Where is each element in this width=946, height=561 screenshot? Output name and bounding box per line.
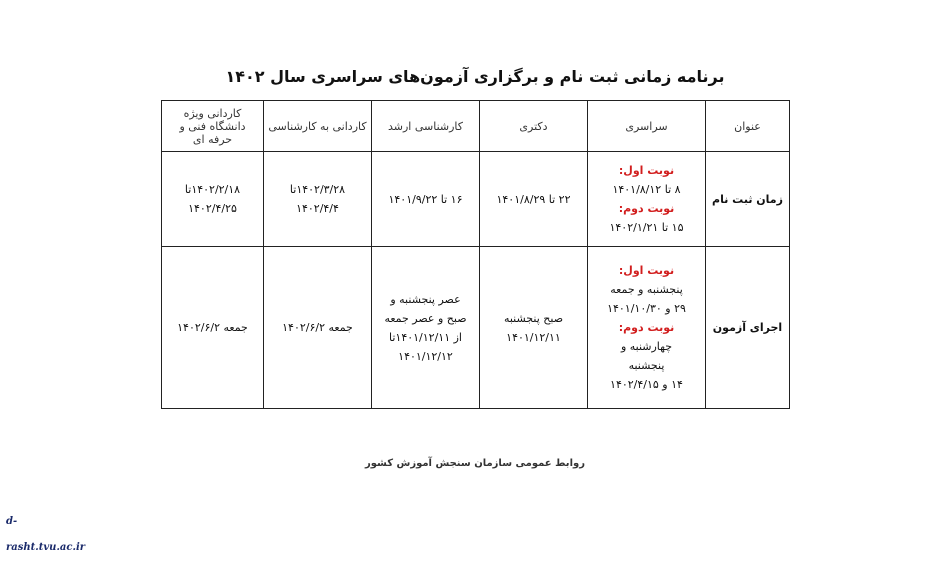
turn1-value: ۲۹ و ۱۴۰۱/۱۰/۳۰	[607, 302, 686, 315]
turn1-label: نوبت اول:	[618, 164, 675, 177]
cell-exam-associate-technical: جمعه ۱۴۰۲/۶/۲	[162, 247, 264, 409]
footer-credit: روابط عمومی سازمان سنجش آموزش کشور	[365, 458, 585, 469]
cell-exam-doctorate	[480, 247, 588, 409]
date-line: ۱۴۰۱/۱۲/۱۲	[398, 349, 453, 363]
cell-registration-doctorate: ۲۲ تا ۱۴۰۱/۸/۲۹	[480, 152, 588, 247]
header-sarasari: سراسری	[588, 101, 706, 152]
turn2-label: نوبت دوم:	[618, 321, 675, 334]
date-line: ۱۴۰۲/۴/۴	[296, 202, 339, 215]
date-line: ۱۴۰۲/۳/۲۸تا	[289, 183, 346, 196]
turn1-label: نوبت اول:	[618, 264, 675, 277]
cell-registration-masters: ۱۶ تا ۱۴۰۱/۹/۲۲	[372, 152, 480, 247]
turn2-value: پنجشنبه	[628, 359, 665, 372]
header-title: عنوان	[706, 101, 790, 152]
site-watermark: d-rasht.tvu.ac.ir	[0, 509, 102, 535]
date-line: از ۱۴۰۱/۱۲/۱۱تا	[389, 330, 462, 344]
row-label-exam: اجرای آزمون	[706, 247, 790, 409]
header-doctorate: دکتری	[480, 101, 588, 152]
date-line: ۱۴۰۲/۲/۱۸تا	[184, 183, 241, 196]
header-associate-to-bachelor: کاردانی به کارشناسی	[264, 101, 372, 152]
time-line: عصر پنجشنبه و	[390, 292, 461, 306]
date-line: ۱۴۰۲/۴/۲۵	[188, 202, 237, 215]
turn2-label: نوبت دوم:	[618, 202, 675, 215]
turn1-value: پنجشنبه و جمعه	[610, 283, 683, 296]
header-associate-technical: کاردانی ویژه دانشگاه فنی و حرفه ای	[162, 101, 264, 152]
cell-registration-associate-to-bachelor	[264, 152, 372, 247]
time-line: صبح پنجشنبه	[503, 311, 564, 325]
turn1-value: ۸ تا ۱۴۰۱/۸/۱۲	[612, 183, 681, 196]
time-line: صبح و عصر جمعه	[384, 311, 467, 325]
cell-registration-sarasari	[588, 152, 706, 247]
cell-exam-sarasari	[588, 247, 706, 409]
cell-registration-associate-technical	[162, 152, 264, 247]
header-row	[162, 101, 790, 152]
row-label-registration: زمان ثبت نام	[706, 152, 790, 247]
turn2-value: ۱۴ و ۱۴۰۲/۴/۱۵	[610, 378, 683, 391]
cell-exam-masters	[372, 247, 480, 409]
table-row	[162, 247, 790, 409]
turn2-value: ۱۵ تا ۱۴۰۲/۱/۲۱	[609, 221, 684, 234]
schedule-table	[161, 100, 790, 409]
page-title: برنامه زمانی ثبت نام و برگزاری آزمون‌های سراسری سال ۱۴۰۲	[225, 67, 725, 86]
date-line: ۱۴۰۱/۱۲/۱۱	[506, 330, 561, 344]
cell-exam-associate-to-bachelor: جمعه ۱۴۰۲/۶/۲	[264, 247, 372, 409]
header-masters: کارشناسی ارشد	[372, 101, 480, 152]
table-row	[162, 152, 790, 247]
turn2-value: چهارشنبه و	[620, 340, 673, 353]
